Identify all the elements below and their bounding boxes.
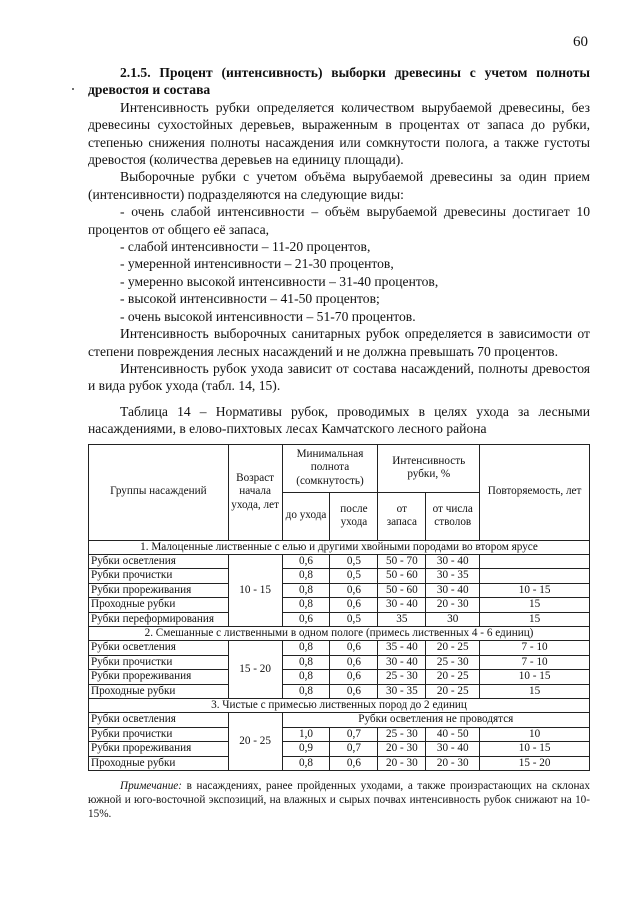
header-of-trunks: от числа стволов — [426, 492, 480, 540]
scan-speck — [72, 88, 74, 90]
density-before-cell: 0,6 — [282, 612, 330, 626]
row-name: Рубки прореживания — [89, 670, 229, 684]
paragraph: Интенсивность рубок ухода зависит от состава насаждений, полноты древостоя и вида рубок ухода (табл. 14, 15). — [88, 360, 590, 394]
stock-intensity-cell: 35 — [378, 612, 426, 626]
table-caption: Таблица 14 – Нормативы рубок, проводимых в целях ухода за лесными насаждениями, в елово-пихтовых лесах Камчатского лесного района — [88, 403, 590, 437]
density-before-cell: 0,6 — [282, 554, 330, 568]
table-row — [89, 583, 590, 597]
repeat-cell: 15 — [480, 684, 590, 698]
table-body — [89, 540, 590, 771]
page-content — [88, 64, 590, 821]
density-after-cell: 0,6 — [330, 641, 378, 655]
row-name: Рубки осветления — [89, 713, 229, 727]
section-heading: 2.1.5. Процент (интенсивность) выборки древесины с учетом полноты древостоя и состава — [88, 65, 590, 98]
stock-intensity-cell: 20 - 30 — [378, 742, 426, 756]
stock-intensity-cell: 50 - 70 — [378, 554, 426, 568]
density-after-cell: 0,5 — [330, 612, 378, 626]
density-after-cell: 0,6 — [330, 756, 378, 770]
stock-intensity-cell: 20 - 30 — [378, 756, 426, 770]
row-name: Рубки прореживания — [89, 583, 229, 597]
trunks-intensity-cell: 20 - 25 — [426, 684, 480, 698]
density-after-cell: 0,5 — [330, 554, 378, 568]
table-row — [89, 569, 590, 583]
density-before-cell: 0,8 — [282, 598, 330, 612]
density-before-cell: 0,8 — [282, 655, 330, 669]
table-row — [89, 713, 590, 727]
table-row — [89, 641, 590, 655]
stock-intensity-cell: 35 - 40 — [378, 641, 426, 655]
table-row — [89, 598, 590, 612]
density-before-cell: 0,8 — [282, 641, 330, 655]
list-item: - высокой интенсивности – 41-50 процентов; — [120, 291, 380, 307]
stock-intensity-cell: 25 - 30 — [378, 670, 426, 684]
trunks-intensity-cell: 30 — [426, 612, 480, 626]
row-name: Проходные рубки — [89, 684, 229, 698]
repeat-cell: 10 - 15 — [480, 583, 590, 597]
row-name: Проходные рубки — [89, 598, 229, 612]
stock-intensity-cell: 30 - 40 — [378, 655, 426, 669]
intensity-list — [88, 203, 590, 325]
header-after: после ухода — [330, 492, 378, 540]
density-before-cell: 0,8 — [282, 670, 330, 684]
repeat-cell: 10 - 15 — [480, 742, 590, 756]
paragraph: Выборочные рубки с учетом объёма вырубаемой древесины за один прием (интенсивности) подразделяются на следующие виды: — [88, 169, 590, 202]
repeat-cell: 10 - 15 — [480, 670, 590, 684]
trunks-intensity-cell: 20 - 25 — [426, 670, 480, 684]
table-row — [89, 670, 590, 684]
density-after-cell: 0,7 — [330, 742, 378, 756]
trunks-intensity-cell: 25 - 30 — [426, 655, 480, 669]
density-before-cell: 0,8 — [282, 583, 330, 597]
density-after-cell: 0,6 — [330, 655, 378, 669]
section-title: 1. Малоценные лиственные с елью и другими хвойными породами во втором ярусе — [89, 540, 590, 554]
repeat-cell — [480, 569, 590, 583]
density-before-cell: 1,0 — [282, 727, 330, 741]
row-name: Рубки переформирования — [89, 612, 229, 626]
paragraph: Интенсивность выборочных санитарных рубок определяется в зависимости от степени повреждения лесных насаждений и не должна превышать 70 процентов. — [88, 326, 590, 359]
repeat-cell: 15 — [480, 598, 590, 612]
repeat-cell: 10 — [480, 727, 590, 741]
density-before-cell: 0,8 — [282, 569, 330, 583]
stock-intensity-cell: 30 - 40 — [378, 598, 426, 612]
density-before-cell: 0,9 — [282, 742, 330, 756]
stock-intensity-cell: 50 - 60 — [378, 569, 426, 583]
repeat-cell — [480, 554, 590, 568]
table-row — [89, 554, 590, 568]
density-after-cell: 0,6 — [330, 670, 378, 684]
table-row — [89, 727, 590, 741]
list-item: - слабой интенсивности – 11-20 процентов, — [120, 239, 371, 255]
merged-note-cell: Рубки осветления не проводятся — [282, 713, 589, 727]
density-before-cell: 0,8 — [282, 684, 330, 698]
density-after-cell: 0,6 — [330, 684, 378, 698]
trunks-intensity-cell: 20 - 25 — [426, 641, 480, 655]
norms-table — [88, 444, 590, 772]
repeat-cell: 7 - 10 — [480, 655, 590, 669]
trunks-intensity-cell: 20 - 30 — [426, 756, 480, 770]
age-cell: 15 - 20 — [228, 641, 282, 699]
list-item: - очень высокой интенсивности – 51-70 процентов. — [120, 308, 416, 324]
table-note — [88, 779, 590, 821]
age-cell: 10 - 15 — [228, 554, 282, 626]
header-groups: Группы насаждений — [89, 444, 229, 540]
table-row — [89, 742, 590, 756]
row-name: Рубки прочистки — [89, 655, 229, 669]
header-before: до ухода — [282, 492, 330, 540]
stock-intensity-cell: 50 - 60 — [378, 583, 426, 597]
trunks-intensity-cell: 20 - 30 — [426, 598, 480, 612]
row-name: Проходные рубки — [89, 756, 229, 770]
section-title: 2. Смешанные с лиственными в одном пологе (примесь лиственных 4 - 6 единиц) — [89, 626, 590, 640]
density-after-cell: 0,5 — [330, 569, 378, 583]
list-item: - умеренно высокой интенсивности – 31-40 процентов, — [120, 273, 439, 289]
row-name: Рубки прочистки — [89, 727, 229, 741]
trunks-intensity-cell: 30 - 35 — [426, 569, 480, 583]
note-text: в насаждениях, ранее пройденных уходами, а также произрастающих на склонах южной и юго-восточной экспозиций, на влажных и сырых почвах интенсивность рубок снижают на 10-15%. — [88, 780, 590, 821]
trunks-intensity-cell: 30 - 40 — [426, 742, 480, 756]
trunks-intensity-cell: 40 - 50 — [426, 727, 480, 741]
row-name: Рубки осветления — [89, 641, 229, 655]
paragraph: Интенсивность рубки определяется количеством вырубаемой древесины, без древесины сухостойных деревьев, выраженным в процентах от запаса до рубки, степенью снижения полноты насаждения или сомкнутости полога, а также густоты древостоя (количества деревьев на единицу площади). — [88, 99, 590, 168]
table-row — [89, 684, 590, 698]
section-title: 3. Чистые с примесью лиственных пород до 2 единиц — [89, 699, 590, 713]
repeat-cell: 15 — [480, 612, 590, 626]
repeat-cell: 15 - 20 — [480, 756, 590, 770]
row-name: Рубки прочистки — [89, 569, 229, 583]
table-section-row — [89, 699, 590, 713]
header-min-density: Минимальная полнота (сомкнутость) — [282, 444, 378, 492]
trunks-intensity-cell: 30 - 40 — [426, 554, 480, 568]
row-name: Рубки прореживания — [89, 742, 229, 756]
note-label: Примечание: — [120, 780, 182, 793]
table-row — [89, 655, 590, 669]
header-intensity: Интенсивность рубки, % — [378, 444, 480, 492]
trunks-intensity-cell: 30 - 40 — [426, 583, 480, 597]
repeat-cell: 7 - 10 — [480, 641, 590, 655]
row-name: Рубки осветления — [89, 554, 229, 568]
density-before-cell: 0,8 — [282, 756, 330, 770]
stock-intensity-cell: 30 - 35 — [378, 684, 426, 698]
header-age: Возраст начала ухода, лет — [228, 444, 282, 540]
density-after-cell: 0,6 — [330, 598, 378, 612]
page-number: 60 — [573, 34, 588, 50]
density-after-cell: 0,7 — [330, 727, 378, 741]
table-section-row — [89, 540, 590, 554]
header-repeat: Повторяемость, лет — [480, 444, 590, 540]
age-cell: 20 - 25 — [228, 713, 282, 771]
table-row — [89, 756, 590, 770]
header-of-stock: от запаса — [378, 492, 426, 540]
table-section-row — [89, 626, 590, 640]
table-row — [89, 612, 590, 626]
stock-intensity-cell: 25 - 30 — [378, 727, 426, 741]
list-item: - очень слабой интенсивности – объём вырубаемой древесины достигает 10 процентов от общего её запаса, — [88, 204, 590, 237]
density-after-cell: 0,6 — [330, 583, 378, 597]
list-item: - умеренной интенсивности – 21-30 процентов, — [120, 256, 394, 272]
